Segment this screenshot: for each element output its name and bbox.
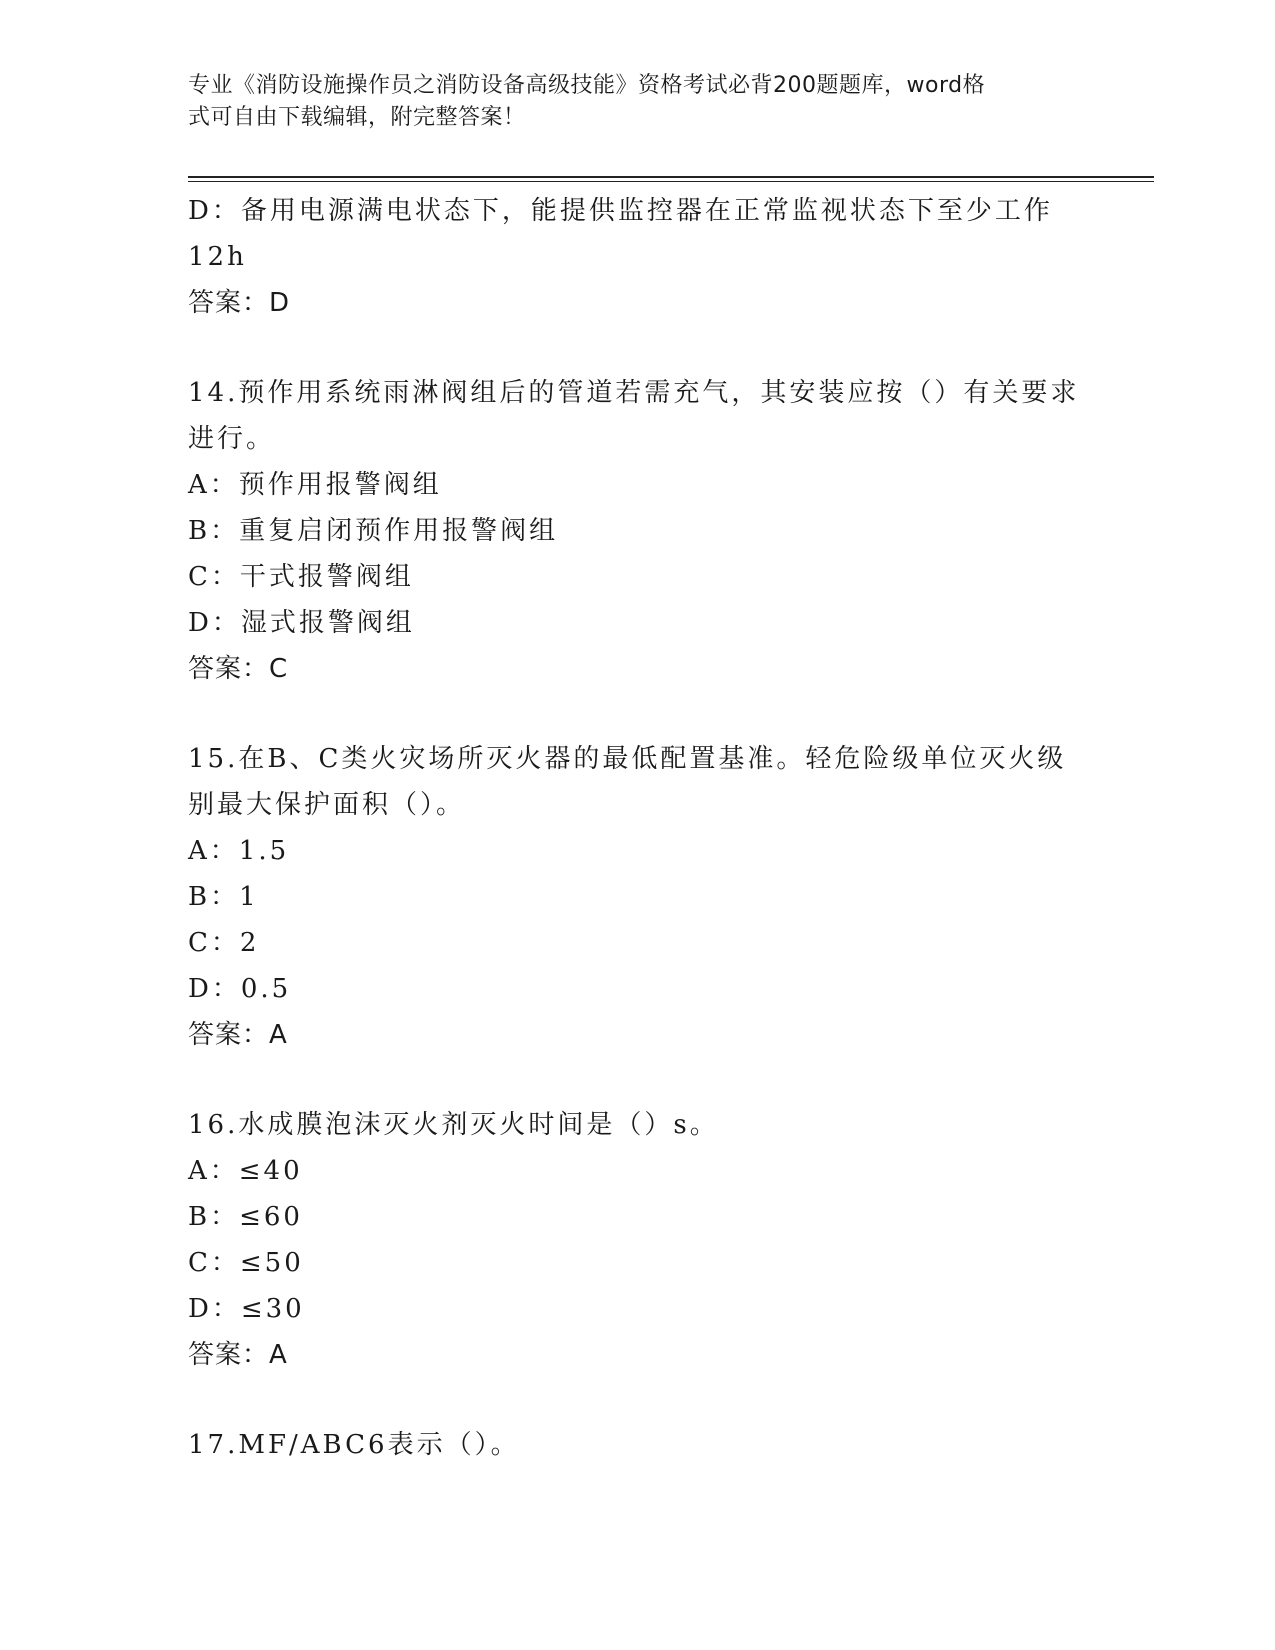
question-list xyxy=(188,188,1088,1468)
question-15 xyxy=(188,736,1088,1058)
option-c: C：干式报警阀组 xyxy=(188,562,414,592)
option-d-continued: 12h xyxy=(188,242,247,272)
option-a: A：1.5 xyxy=(188,836,290,866)
question-17 xyxy=(188,1422,1088,1468)
header-line-2: 式可自由下载编辑，附完整答案！ xyxy=(188,105,526,130)
question-stem: 16.水成膜泡沫灭火剂灭火时间是（）s。 xyxy=(188,1110,719,1140)
question-16 xyxy=(188,1102,1088,1378)
option-b: B：重复启闭预作用报警阀组 xyxy=(188,516,559,546)
option-c: C：≤50 xyxy=(188,1248,304,1278)
option-b: B：≤60 xyxy=(188,1202,303,1232)
question-stem: 17.MF/ABC6表示（）。 xyxy=(188,1430,520,1460)
header-divider-thick xyxy=(188,176,1154,178)
option-d: D：0.5 xyxy=(188,974,292,1004)
answer-line: 答案：A xyxy=(188,1340,288,1370)
question-14 xyxy=(188,370,1088,692)
question-stem-continued: 进行。 xyxy=(188,424,276,454)
header-line-1: 专业《消防设施操作员之消防设备高级技能》资格考试必背200题题库，word格 xyxy=(188,73,986,98)
option-c: C：2 xyxy=(188,928,260,958)
answer-line: 答案：D xyxy=(188,288,291,318)
header-divider-thin xyxy=(188,181,1154,182)
option-d: D：备用电源满电状态下，能提供监控器在正常监视状态下至少工作 xyxy=(188,196,1053,226)
answer-line: 答案：C xyxy=(188,654,289,684)
question-stem: 15.在B、C类火灾场所灭火器的最低配置基准。轻危险级单位灭火级 xyxy=(188,744,1067,774)
option-d: D：湿式报警阀组 xyxy=(188,608,415,638)
answer-line: 答案：A xyxy=(188,1020,288,1050)
option-a: A：预作用报警阀组 xyxy=(188,470,442,500)
question-stem: 14.预作用系统雨淋阀组后的管道若需充气，其安装应按（）有关要求 xyxy=(188,378,1080,408)
option-d: D：≤30 xyxy=(188,1294,305,1324)
question-stem-continued: 别最大保护面积（）。 xyxy=(188,790,466,820)
document-header xyxy=(188,70,1068,134)
option-a: A：≤40 xyxy=(188,1156,303,1186)
previous-question-tail xyxy=(188,188,1088,326)
option-b: B：1 xyxy=(188,882,259,912)
